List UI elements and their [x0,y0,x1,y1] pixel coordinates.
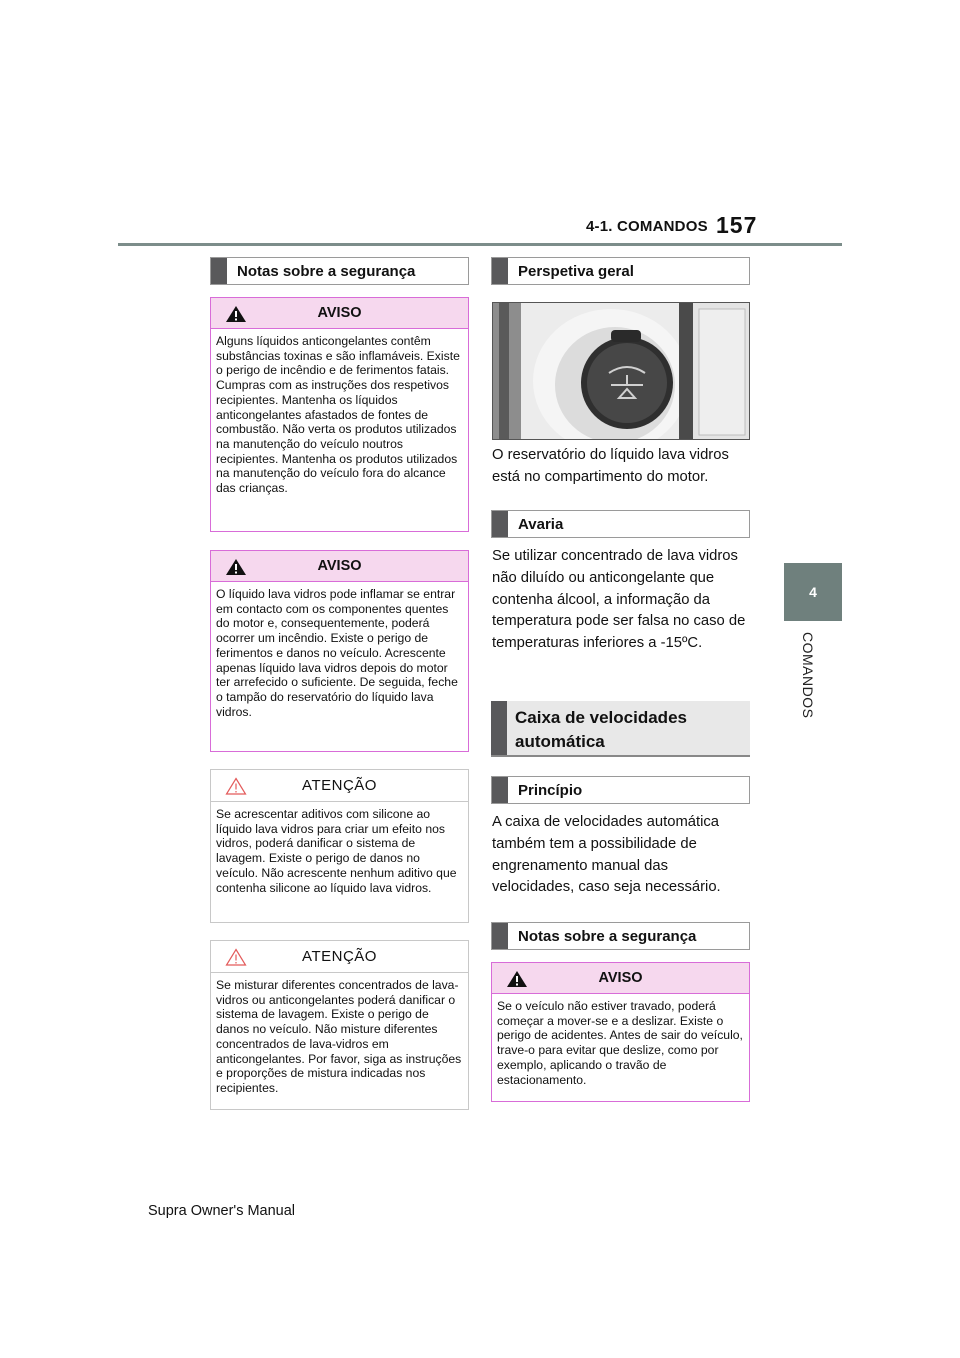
caution-box-silicone [210,769,469,923]
chapter-number: 4 [809,584,817,600]
caution-triangle-icon [225,948,247,966]
warning-text: Alguns líquidos anticongelantes contêm substâncias toxinas e são inflamáveis. Existe o perigo de incêndio e de ferimentos fatais. Cumpras com as instruções dos respetivos recipientes. Mantenha os líquidos anticongelantes afastados de fontes de combustão. Não verta os produtos utilizados na manutenção do veículo noutros recipientes. Mantenha os produtos utilizados na manutenção do veículo fora do alcance das crianças. [216,334,460,496]
warning-title: AVISO [317,305,362,321]
caution-box-mixing [210,940,469,1110]
warning-triangle-icon [225,305,247,323]
page-number: 157 [716,212,758,238]
footer-manual-name: Supra Owner's Manual [148,1203,296,1219]
gearbox-heading: Caixa de velocidades automática [491,701,750,757]
caution-title: ATENÇÃO [302,777,377,794]
safety-notes-heading: Notas sobre a segurança [210,257,469,285]
safety-notes-heading-2: Notas sobre a segurança [491,922,750,950]
warning-box-vehicle-rolling [491,962,750,1102]
header-rule [118,243,842,246]
washer-reservoir-photo [492,302,750,440]
principle-heading: Princípio [491,776,750,804]
warning-box-antifreeze [210,297,469,532]
caution-text: Se misturar diferentes concentrados de lava-vidros ou anticongelantes poderá danificar o sistema de lavagem. Existe o perigo de danos no veículo. Não misture diferentes concentrados de lava-vidros em anticongelantes. Por favor, siga as instruções e proporções de mistura indicadas nos recipientes. [216,978,462,1095]
caution-title: ATENÇÃO [302,948,377,965]
warning-title: AVISO [598,970,643,986]
principle-text: A caixa de velocidades automática também tem a possibilidade de engrenamento manual das velocidades, caso seja necessário. [492,814,721,896]
overview-text: O reservatório do líquido lava vidros está no compartimento do motor. [492,447,729,485]
chapter-tab [784,563,842,621]
caution-text: Se acrescentar aditivos com silicone ao líquido lava vidros para criar um efeito nos vidros, poderá danificar o sistema de lavagem. Existe o perigo de danos no veículo. Não acrescente nenhum aditivo que contenha silicone ao líquido lava vidros. [216,807,457,895]
warning-box-washer-fluid [210,550,469,752]
section-title: 4-1. COMANDOS [586,218,708,235]
fault-heading: Avaria [491,510,750,538]
warning-text: Se o veículo não estiver travado, poderá começar a mover-se e a deslizar. Existe o perigo de acidentes. Antes de sair do veículo, trave-o para evitar que deslize, como por exemplo, aplicando o travão de estacionamento. [497,999,743,1087]
warning-triangle-icon [225,558,247,576]
warning-triangle-icon [506,970,528,988]
chapter-label: COMANDOS [800,632,816,719]
caution-triangle-icon [225,777,247,795]
fault-text: Se utilizar concentrado de lava vidros não diluído ou anticongelante que contenha álcool, a informação da temperatura pode ser falsa no caso de temperaturas inferiores a -15ºC. [492,548,746,652]
warning-title: AVISO [317,558,362,574]
warning-text: O líquido lava vidros pode inflamar se entrar em contacto com os componentes quentes do motor e, consequentemente, poderá ocorrer um incêndio. Existe o perigo de ferimentos e danos no veículo. Acrescente apenas líquido lava vidros depois do motor ter arrefecido o suficiente. De seguida, feche o tampão do reservatório do líquido lava vidros. [216,587,458,719]
overview-heading: Perspetiva geral [491,257,750,285]
